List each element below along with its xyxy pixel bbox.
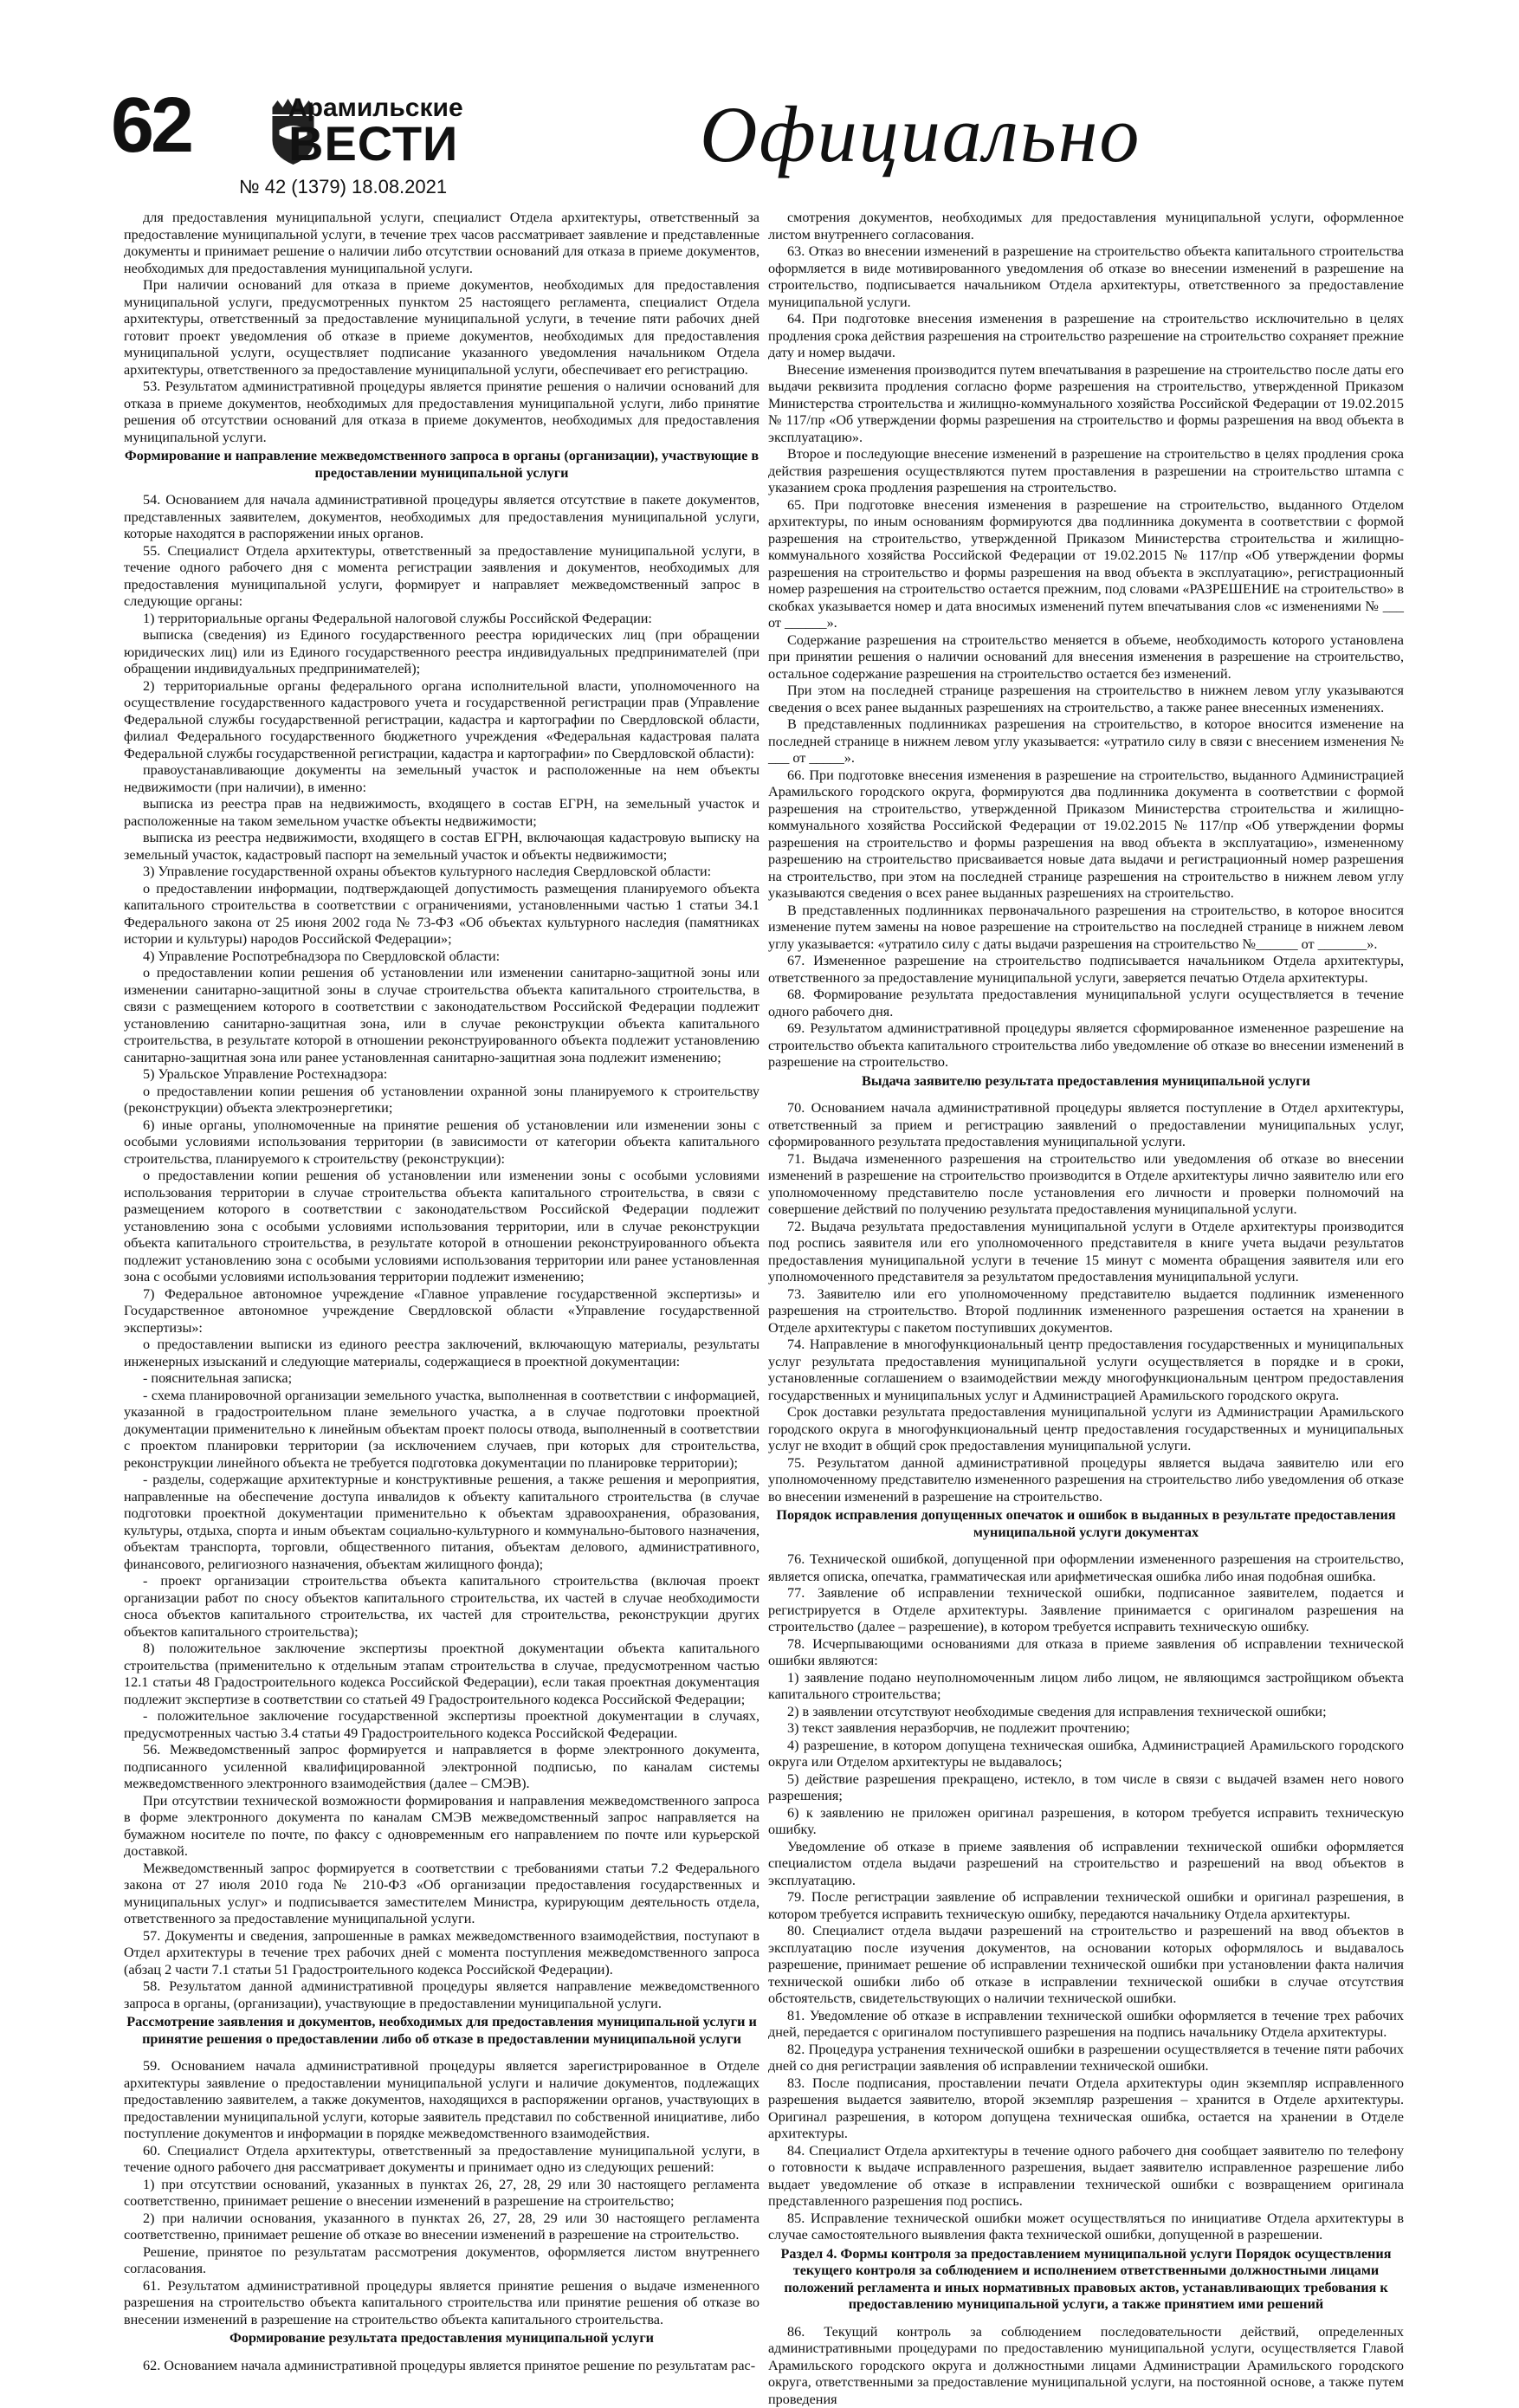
paragraph: - разделы, содержащие архитектурные и конструктивные решения, а также решения и мероприятия, направленные на обеспечение доступа инвалидов к объекту капитального строительства (в случае подготовки проектной документации применительно к объектам здравоохранения, образования, культуры, отдыха, спорта и иным объектам социально-культурного и коммунально-бытового назначения, объектам транспорта, торговли, общественного питания, объектам делового, административного, финансового, религиозного назначения, объектам жилищного фонда); <box>124 1472 760 1573</box>
paragraph: 54. Основанием для начала административной процедуры является отсутствие в пакете документов, представленных заявителем, документов, необходимых для предоставления муниципальной услуги, которые находятся в распоряжении иных органов. <box>124 492 760 543</box>
paragraph: 69. Результатом административной процедуры является сформированное измененное разрешение на строительство объекта капитального строительства либо уведомление об отказе во внесении изменений в разрешение на строительство. <box>768 1020 1404 1071</box>
paragraph: 56. Межведомственный запрос формируется и направляется в форме электронного документа, подписанного усиленной квалифицированной электронной подписью, по каналам системы межведомственного электронного взаимодействия (далее – СМЭВ). <box>124 1742 760 1793</box>
paragraph: 78. Исчерпывающими основаниями для отказа в приеме заявления об исправлении технической ошибки являются: <box>768 1636 1404 1670</box>
paragraph: 66. При подготовке внесения изменения в разрешение на строительство, выданного Администрацией Арамильского городского округа, формируются два подлинника документа в соответствии с формой разрешения на строительство, утвержденной Приказом Министерства строительства и жилищно-коммунального хозяйства Российской Федерации от 19.02.2015 № 117/пр «Об утверждении формы разрешения на строительство и формы разрешения на ввод объекта в эксплуатацию», измененному разрешению на строительство присваивается новые дата выдачи и регистрационный номер разрешения на строительство, при этом на последней странице разрешения на строительство в нижнем левом углу указываются сведения о всех ранее выданных разрешениях на строительство. <box>768 767 1404 903</box>
paragraph: 58. Результатом данной административной процедуры является направление межведомственного запроса в органы, (организации), участвующие в предоставлении муниципальной услуги. <box>124 1978 760 2012</box>
paragraph: 71. Выдача измененного разрешения на строительство или уведомления об отказе во внесении изменений в разрешение на строительство производится в Отделе архитектуры лично заявителю или его уполномоченному представителю после установления его личности и проверки полномочий на совершение действий по получению результата предоставления муниципальной услуги. <box>768 1151 1404 1219</box>
paragraph: 80. Специалист отдела выдачи разрешений на строительство и разрешений на ввод объектов в эксплуатацию после изучения документов, на основании которых оформлялось и выдавалось разрешение, принимает решение об исправлении технической ошибки при установлении факта наличия технической ошибки либо об отказе в исправлении технической ошибки в случае отсутствия обстоятельств, свидетельствующих о наличии технической ошибки. <box>768 1923 1404 2008</box>
paragraph: о предоставлении информации, подтверждающей допустимость размещения планируемого объекта капитального строительства в соответствии с ограничениями, установленными частью 1 статьи 34.1 Федерального закона от 25 июня 2002 года № 73-ФЗ «Об объектах культурного наследия (памятниках истории и культуры) народов Российской Федерации»; <box>124 881 760 948</box>
paragraph: 64. При подготовке внесения изменения в разрешение на строительство исключительно в целях продления срока действия разрешения на строительство разрешение на строительство сохраняет прежние дату и номер выдачи. <box>768 311 1404 362</box>
paragraph: Содержание разрешения на строительство меняется в объеме, необходимость которого установлена при принятии решения о наличии оснований для внесения изменения в разрешение на строительство, остальное содержание разрешения на строительство остается без изменений. <box>768 632 1404 683</box>
paragraph: 72. Выдача результата предоставления муниципальной услуги в Отделе архитектуры производится под роспись заявителя или его уполномоченного представителя в книге учета выдачи результатов предоставления муниципальной услуги в течение 15 минут с момента обращения заявителя или его уполномоченного представителя за результатом предоставления муниципальной услуги. <box>768 1219 1404 1286</box>
paragraph: Межведомственный запрос формируется в соответствии с требованиями статьи 7.2 Федерального закона от 27 июля 2010 года № 210-ФЗ «Об организации предоставления государственных и муниципальных услуг» и подписывается заместителем Министра, курирующим деятельность отдела, ответственного за предоставление муниципальной услуги. <box>124 1861 760 1928</box>
paragraph: 2) при наличии основания, указанного в пунктах 26, 27, 28, 29 или 30 настоящего регламента соответственно, принимает решение об отказе во внесении изменений в разрешение на строительство. <box>124 2211 760 2244</box>
paragraph: о предоставлении копии решения об установлении охранной зоны планируемого к строительству (реконструкции) объекта электроэнергетики; <box>124 1084 760 1117</box>
section-heading: Формирование и направление межведомственного запроса в органы (организации), участвующие в предоставлении муниципальной услуги <box>124 448 760 482</box>
paragraph: 85. Исправление технической ошибки может осуществляться по инициативе Отдела архитектуры в случае самостоятельного выявления факта технической ошибки, допущенной в разрешении. <box>768 2211 1404 2244</box>
paragraph: 3) текст заявления неразборчив, не подлежит прочтению; <box>768 1720 1404 1738</box>
paragraph: 57. Документы и сведения, запрошенные в рамках межведомственного взаимодействия, поступают в Отдел архитектуры в течение трех рабочих дней с момента поступления межведомственного запроса (абзац 2 части 7.1 статьи 51 Градостроительного кодекса Российской Федерации). <box>124 1928 760 1979</box>
paragraph: Второе и последующие внесение изменений в разрешение на строительство в целях продления срока действия разрешения осуществляются путем проставления в разрешении на строительство штампа с указанием срока продления разрешения на строительство. <box>768 446 1404 497</box>
paragraph: Внесение изменения производится путем впечатывания в разрешение на строительство после даты его выдачи реквизита продления согласно форме разрешения на строительство, утвержденной Приказом Министерства строительства и жилищно-коммунального хозяйства Российской Федерации от 19.02.2015 № 117/пр «Об утверждении формы разрешения на строительство и формы разрешения на ввод объекта в эксплуатацию». <box>768 362 1404 447</box>
paragraph: смотрения документов, необходимых для предоставления муниципальной услуги, оформленное листом внутреннего согласования. <box>768 210 1404 243</box>
paragraph: выписка (сведения) из Единого государственного реестра юридических лиц (при обращении юридических лиц) или из Единого государственного реестра индивидуальных предпринимателей (при обращении индивидуальных предпринимателей); <box>124 627 760 678</box>
paragraph: 1) территориальные органы Федеральной налоговой службы Российской Федерации: <box>124 611 760 628</box>
paragraph: 79. После регистрации заявление об исправлении технической ошибки и оригинал разрешения, в котором требуется исправить техническую ошибку, передаются начальнику Отдела архитектуры. <box>768 1889 1404 1923</box>
paragraph: 5) Уральское Управление Ростехнадзора: <box>124 1066 760 1084</box>
paragraph: 60. Специалист Отдела архитектуры, ответственный за предоставление муниципальной услуги, в течение одного рабочего дня рассматривает документы и принимает одно из следующих решений: <box>124 2143 760 2177</box>
paragraph: 73. Заявителю или его уполномоченному представителю выдается подлинник измененного разрешения на строительство. Второй подлинник измененного разрешения остается на хранении в Отделе архитектуры с пакетом поступивших документов. <box>768 1286 1404 1337</box>
page-number: 62 <box>111 87 191 165</box>
section-title: Официально <box>700 87 1141 182</box>
text-column-right <box>768 210 1404 2133</box>
paragraph: о предоставлении выписки из единого реестра заключений, включающую материалы, результаты инженерных изысканий и следующие материалы, содержащиеся в проектной документации: <box>124 1337 760 1370</box>
paragraph: 53. Результатом административной процедуры является принятие решения о наличии оснований для отказа в приеме документов, необходимых для предоставления муниципальной услуги, либо принятие решения об отсутствии оснований для отказа в приеме документов, необходимых для предоставления муниципальной услуги. <box>124 379 760 446</box>
paragraph: 86. Текущий контроль за соблюдением последовательности действий, определенных административными процедурами по предоставлению муниципальной услуги, осуществляется Главой Арамильского городского округа и должностными лицами Администрации Арамильского городского округа, ответственными за предоставление муниципальной услуги, на постоянной основе, а также путем проведения <box>768 2324 1404 2408</box>
paragraph: В представленных подлинниках разрешения на строительство, в которое вносится изменение на последней странице в нижнем левом углу указывается: «утратило силу в связи с внесением изменения № ___ от _____». <box>768 716 1404 767</box>
paragraph: 81. Уведомление об отказе в исправлении технической ошибки оформляется в течение трех рабочих дней, передается с оригиналом поступившего разрешения на подпись начальнику Отдела архитектуры. <box>768 2008 1404 2042</box>
paragraph: правоустанавливающие документы на земельный участок и расположенные на нем объекты недвижимости (при наличии), в именно: <box>124 762 760 796</box>
paragraph: Решение, принятое по результатам рассмотрения документов, оформляется листом внутреннего согласования. <box>124 2244 760 2278</box>
paragraph: выписка из реестра прав на недвижимость, входящего в состав ЕГРН, на земельный участок и расположенные на таком земельном участке объекты недвижимости; <box>124 796 760 830</box>
paragraph: 1) при отсутствии оснований, указанных в пунктах 26, 27, 28, 29 или 30 настоящего регламента соответственно, принимает решение о внесении изменений в разрешение на строительство; <box>124 2177 760 2211</box>
paragraph: 62. Основанием начала административной процедуры является принятое решение по результатам рас- <box>124 2358 760 2375</box>
paragraph: 4) Управление Роспотребнадзора по Свердловской области: <box>124 948 760 966</box>
paragraph: - схема планировочной организации земельного участка, выполненная в соответствии с информацией, указанной в градостроительном плане земельного участка, а в случае подготовки проектной документации применительно к линейным объектам проект полосы отвода, выполненный в соответствии с проектом планировки территории (за исключением случаев, при которых для строительства, реконструкции линейного объекта не требуется подготовка документации по планировке территории); <box>124 1388 760 1473</box>
paragraph: При наличии оснований для отказа в приеме документов, необходимых для предоставления муниципальной услуги, предусмотренных пунктом 25 настоящего регламента, специалист Отдела архитектуры, ответственный за предоставление муниципальной услуги, в течение пяти рабочих дней готовит проект уведомления об отказе в приеме документов, необходимых для предоставления муниципальной услуги, осуществляет подписание указанного уведомления начальником Отдела архитектуры, ответственного за предоставление муниципальной услуги, обеспечивает его регистрацию. <box>124 277 760 379</box>
paragraph: 84. Специалист Отдела архитектуры в течение одного рабочего дня сообщает заявителю по телефону о готовности к выдаче исправленного разрешения, выдает заявителю исправленное разрешение либо выдает уведомление об отказе в исправлении технической ошибки с возвращением оригинала представленного разрешения под роспись. <box>768 2143 1404 2211</box>
masthead <box>111 87 1410 199</box>
paragraph: 6) к заявлению не приложен оригинал разрешения, в котором требуется исправить техническую ошибку. <box>768 1805 1404 1839</box>
paragraph: - пояснительная записка; <box>124 1370 760 1388</box>
paragraph: Уведомление об отказе в приеме заявления об исправлении технической ошибки оформляется специалистом отдела выдачи разрешений на строительство и разрешений на ввод объектов в эксплуатацию. <box>768 1839 1404 1890</box>
section-heading: Формирование результата предоставления муниципальной услуги <box>124 2330 760 2347</box>
paragraph: - проект организации строительства объекта капитального строительства (включая проект организации работ по сносу объектов капитального строительства, их частей в случае необходимости сноса объектов капитального строительства, их частей для строительства, реконструкции других объектов капитального строительства); <box>124 1573 760 1641</box>
paragraph: 59. Основанием начала административной процедуры является зарегистрированное в Отделе архитектуры заявление о предоставлении муниципальной услуги и наличие документов, подлежащих предоставлению заявителем, а также документов, находящихся в распоряжении органов, участвующих в предоставлении муниципальной услуги, которые заявитель представил по собственной инициативе, либо поступление документов и информации в порядке межведомственного взаимодействия. <box>124 2058 760 2143</box>
paragraph: 77. Заявление об исправлении технической ошибки, подписанное заявителем, подается и регистрируется в Отделе архитектуры. Заявление принимается с оригиналом разрешения на строительство (далее – разрешение), в котором требуется исправить техническую ошибку. <box>768 1585 1404 1636</box>
paragraph: 6) иные органы, уполномоченные на принятие решения об установлении или изменении зоны с особыми условиями использования территории (в зависимости от категории объекта капитального строительства, планируемого к строительству (реконструкции): <box>124 1117 760 1168</box>
paragraph: При этом на последней странице разрешения на строительство в нижнем левом углу указываются сведения о всех ранее выданных разрешениях на строительство, а также ранее внесенных изменениях. <box>768 683 1404 716</box>
section-heading: Рассмотрение заявления и документов, необходимых для предоставления муниципальной услуги и принятие решения о предоставлении либо об отказе в предоставлении муниципальной услуги <box>124 2014 760 2048</box>
paragraph: 74. Направление в многофункциональный центр предоставления государственных и муниципальных услуг результата предоставления муниципальной услуги осуществляется в порядке и в сроки, установленные соглашением о взаимодействии между многофункциональным центром предоставления государственных и муниципальных услуг и Администрацией Арамильского городского округа. <box>768 1337 1404 1404</box>
paragraph: для предоставления муниципальной услуги, специалист Отдела архитектуры, ответственный за предоставление муниципальной услуги, в течение трех часов рассматривает заявление и представленные документы и принимает решение о наличии либо отсутствии оснований для отказа в приеме документов, необходимых для предоставления муниципальной услуги. <box>124 210 760 277</box>
paragraph: 67. Измененное разрешение на строительство подписывается начальником Отдела архитектуры, ответственного за предоставление муниципальной услуги, заверяется печатью Отдела архитектуры. <box>768 953 1404 987</box>
issue-info: № 42 (1379) 18.08.2021 <box>239 177 447 197</box>
paragraph: 61. Результатом административной процедуры является принятие решения о выдаче измененного разрешения на строительство объекта капитального строительства или принятие решения об отказе во внесении изменений в разрешение на строительство объекта капитального строительства. <box>124 2278 760 2329</box>
paragraph: Срок доставки результата предоставления муниципальной услуги из Администрации Арамильского городского округа в многофункциональный центр предоставления государственных и муниципальных услуг не входит в общий срок предоставления муниципальной услуги. <box>768 1404 1404 1455</box>
paragraph: о предоставлении копии решения об установлении или изменении зоны с особыми условиями использования территории в случае строительства объекта капитального строительства, в связи с размещением которого в соответствии с законодательством Российской Федерации подлежит установлению зона с особыми условиями использования территории, или в случае реконструкции объекта капитального строительства, в результате которой в отношении реконструированного объекта подлежит установлению зона с особыми условиями использования территории или ранее установленная зона с особыми условиями использования территории подлежит изменению; <box>124 1168 760 1286</box>
section-heading: Выдача заявителю результата предоставления муниципальной услуги <box>768 1073 1404 1091</box>
paragraph: 4) разрешение, в котором допущена техническая ошибка, Администрацией Арамильского городского округа или Отделом архитектуры не выдавалось; <box>768 1738 1404 1771</box>
paragraph: 2) в заявлении отсутствуют необходимые сведения для исправления технической ошибки; <box>768 1704 1404 1721</box>
paragraph: 5) действие разрешения прекращено, истекло, в том числе в связи с выдачей взамен него нового разрешения; <box>768 1771 1404 1805</box>
paragraph: 63. Отказ во внесении изменений в разрешение на строительство объекта капитального строительства оформляется в виде мотивированного уведомления об отказе во внесении изменений в разрешение на строительство, подписывается начальником Отдела архитектуры, ответственного за предоставление муниципальной услуги. <box>768 243 1404 311</box>
paragraph: 68. Формирование результата предоставления муниципальной услуги осуществляется в течение одного рабочего дня. <box>768 987 1404 1020</box>
paragraph: 70. Основанием начала административной процедуры является поступление в Отдел архитектуры, ответственный за прием и регистрацию заявлений о предоставлении муниципальных услуг, сформированного результата предоставления муниципальной услуги. <box>768 1100 1404 1151</box>
paragraph: 1) заявление подано неуполномоченным лицом либо лицом, не являющимся застройщиком объекта капитального строительства; <box>768 1670 1404 1704</box>
section-heading: Порядок исправления допущенных опечаток и ошибок в выданных в результате предоставления муниципальной услуги документах <box>768 1507 1404 1541</box>
newspaper-name-main: ВЕСТИ <box>288 120 458 168</box>
paragraph: 3) Управление государственной охраны объектов культурного наследия Свердловской области: <box>124 864 760 881</box>
paragraph: 2) территориальные органы федерального органа исполнительной власти, уполномоченного на осуществление государственного кадастрового учета и государственной регистрации прав (Управление Федеральной службы государственной регистрации, кадастра и картографии по Свердловской области, филиал Федерального государственного бюджетного учреждения «Федеральная кадастровая палата Федеральной службы государственной регистрации, кадастра и картографии» по Свердловской области): <box>124 678 760 763</box>
paragraph: 55. Специалист Отдела архитектуры, ответственный за предоставление муниципальной услуги, в течение одного рабочего дня с момента регистрации заявления и документов, необходимых для предоставления муниципальной услуги, формирует и направляет межведомственный запрос в следующие органы: <box>124 543 760 611</box>
paragraph: 76. Технической ошибкой, допущенной при оформлении измененного разрешения на строительство, является описка, опечатка, грамматическая или арифметическая ошибка либо иная подобная ошибка. <box>768 1551 1404 1585</box>
paragraph: В представленных подлинниках первоначального разрешения на строительство, в которое вносится изменение путем замены на новое разрешение на строительство на последней странице в нижнем левом углу указывается: «утратило силу с даты выдачи разрешения на строительство №______ от _______». <box>768 903 1404 954</box>
paragraph: 65. При подготовке внесения изменения в разрешение на строительство, выданного Отделом архитектуры, по иным основаниям формируются два подлинника документа в соответствии с формой разрешения на строительство, утвержденной Приказом Министерства строительства и жилищно-коммунального хозяйства Российской Федерации от 19.02.2015 № 117/пр «Об утверждении формы разрешения на строительство и формы разрешения на ввод объекта в эксплуатацию», регистрационный номер разрешения на строительство остается прежним, под словами «РАЗРЕШЕНИЕ на строительство» в скобках указывается номер и дата вносимых изменений путем впечатывания слов «с изменениями № ___ от ______». <box>768 497 1404 632</box>
paragraph: о предоставлении копии решения об установлении или изменении санитарно-защитной зоны или изменении санитарно-защитной зоны в случае строительства объекта капитального строительства, в связи с размещением которого в соответствии с законодательством Российской Федерации подлежит установлению санитарно-защитная зона, или в случае реконструкции объекта капитального строительства, в результате которой в отношении реконструированного объекта подлежит установлению санитарно-защитная зона или ранее установленная санитарно-защитная зона подлежит изменению; <box>124 965 760 1066</box>
paragraph: 83. После подписания, проставлении печати Отдела архитектуры один экземпляр исправленного разрешения выдается заявителю, второй экземпляр разрешения – хранится в Отделе архитектуры. Оригинал разрешения, в котором допущена техническая ошибка, остается на хранении в Отделе архитектуры. <box>768 2075 1404 2143</box>
paragraph: 8) положительное заключение экспертизы проектной документации объекта капитального строительства (применительно к отдельным этапам строительства в случае, предусмотренном частью 12.1 статьи 48 Градостроительного кодекса Российской Федерации), если такая проектная документация подлежит экспертизе в соответствии со статьей 49 Градостроительного кодекса Российской Федерации; <box>124 1641 760 1708</box>
text-column-left <box>124 210 760 2133</box>
newspaper-name-top: Арамильские <box>288 95 463 121</box>
paragraph: 7) Федеральное автономное учреждение «Главное управление государственной экспертизы» и Государственное автономное учреждение Свердловской области «Управление государственной экспертизы»: <box>124 1286 760 1337</box>
section-heading: Раздел 4. Формы контроля за предоставлением муниципальной услуги Порядок осуществления текущего контроля за соблюдением и исполнением ответственными должностными лицами положений регламента и иных нормативных правовых актов, устанавливающих требования к предоставлению муниципальной услуги, а также принятием ими решений <box>768 2246 1404 2314</box>
paragraph: При отсутствии технической возможности формирования и направления межведомственного запроса в форме электронного документа по каналам СМЭВ межведомственный запрос направляется на бумажном носителе по почте, по факсу с одновременным его направлением по почте или курьерской доставкой. <box>124 1793 760 1861</box>
paragraph: 75. Результатом данной административной процедуры является выдача заявителю или его уполномоченному представителю измененного разрешения на строительство либо уведомления об отказе во внесении изменений в разрешение на строительство. <box>768 1455 1404 1506</box>
paragraph: 82. Процедура устранения технической ошибки в разрешении осуществляется в течение пяти рабочих дней со дня регистрации заявления об исправлении технической ошибки. <box>768 2042 1404 2075</box>
paragraph: выписка из реестра недвижимости, входящего в состав ЕГРН, включающая кадастровую выписку на земельный участок, кадастровый паспорт на земельный участок и объекты недвижимости; <box>124 830 760 864</box>
paragraph: - положительное заключение государственной экспертизы проектной документации в случаях, предусмотренных частью 3.4 статьи 49 Градостроительного кодекса Российской Федерации. <box>124 1708 760 1742</box>
